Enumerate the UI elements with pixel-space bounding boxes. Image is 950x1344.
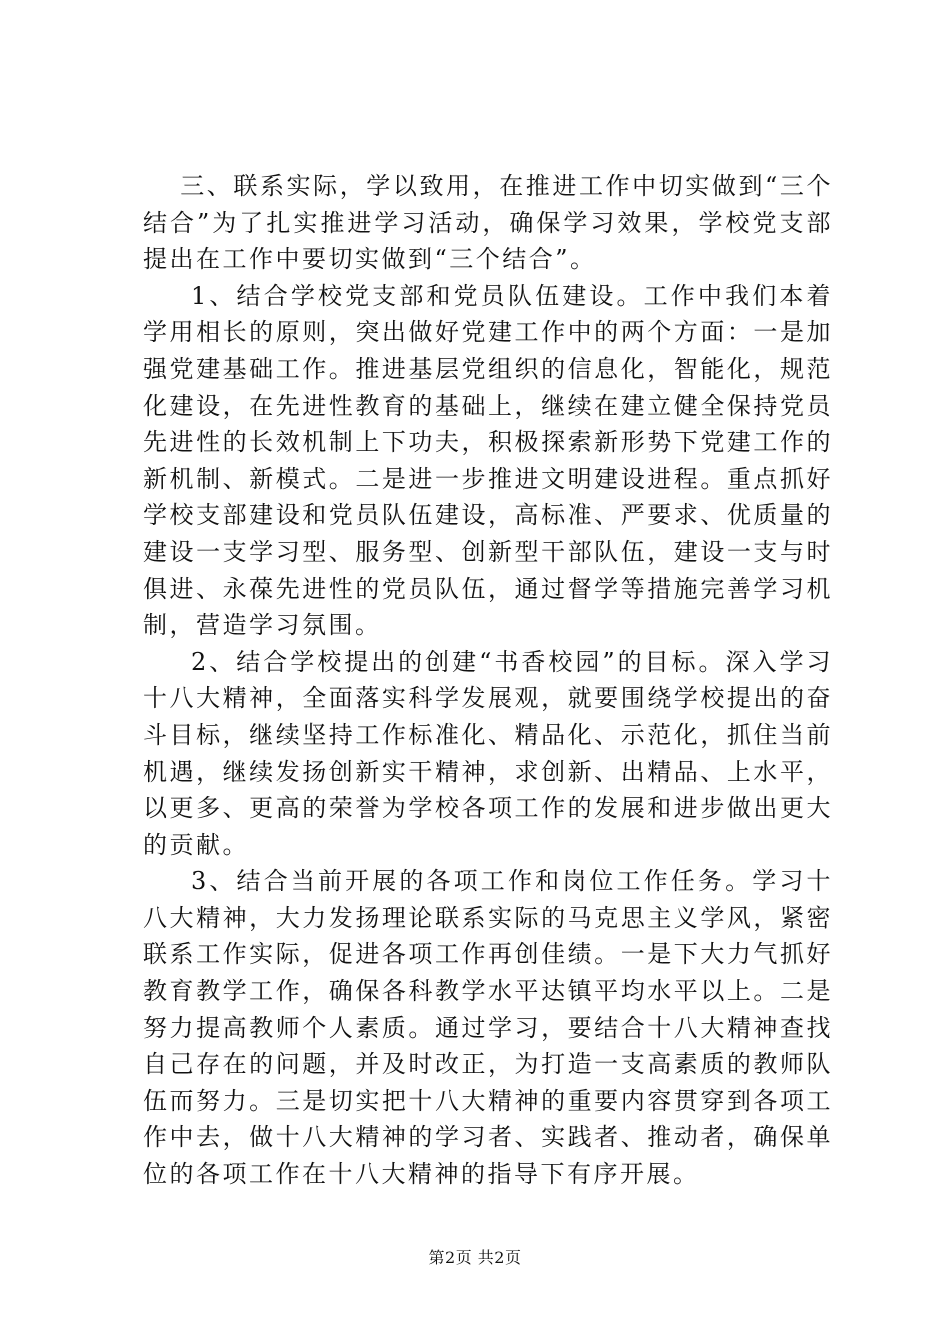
page-number-footer: 第2页 共2页 — [428, 1248, 522, 1267]
paragraph-section-three: 三、联系实际，学以致用，在推进工作中切实做到“三个结合”为了扎实推进学习活动，确保学习效果，学校党支部提出在工作中要切实做到“三个结合”。 — [143, 172, 833, 274]
paragraph-point-three: 3、结合当前开展的各项工作和岗位工作任务。学习十八大精神，大力发扬理论联系实际的马克思主义学风，紧密联系工作实际，促进各项工作再创佳绩。一是下大力气抓好教育教学工作，确保各科教学水平达镇平均水平以上。二是努力提高教师个人素质。通过学习，要结合十八大精神查找自己存在的问题，并及时改正，为打造一支高素质的教师队伍而努力。三是切实把十八大精神的重要内容贯穿到各项工作中去，做十八大精神的学习者、实践者、推动者，确保单位的各项工作在十八大精神的指导下有序开展。 — [143, 867, 833, 1189]
paragraph-point-one: 1、结合学校党支部和党员队伍建设。工作中我们本着学用相长的原则，突出做好党建工作中的两个方面：一是加强党建基础工作。推进基层党组织的信息化，智能化，规范化建设，在先进性教育的基础上，继续在建立健全保持党员先进性的长效机制上下功夫，积极探索新形势下党建工作的新机制、新模式。二是进一步推进文明建设进程。重点抓好学校支部建设和党员队伍建设，高标准、严要求、优质量的建设一支学习型、服务型、创新型干部队伍，建设一支与时俱进、永葆先进性的党员队伍，通过督学等措施完善学习机制，营造学习氛围。 — [143, 281, 833, 640]
document-body — [143, 168, 833, 1193]
paragraph-point-two: 2、结合学校提出的创建“书香校园”的目标。深入学习十八大精神，全面落实科学发展观，就要围绕学校提出的奋斗目标，继续坚持工作标准化、精品化、示范化，抓住当前机遇，继续发扬创新实干精神，求创新、出精品、上水平，以更多、更高的荣誉为学校各项工作的发展和进步做出更大的贡献。 — [143, 647, 833, 859]
